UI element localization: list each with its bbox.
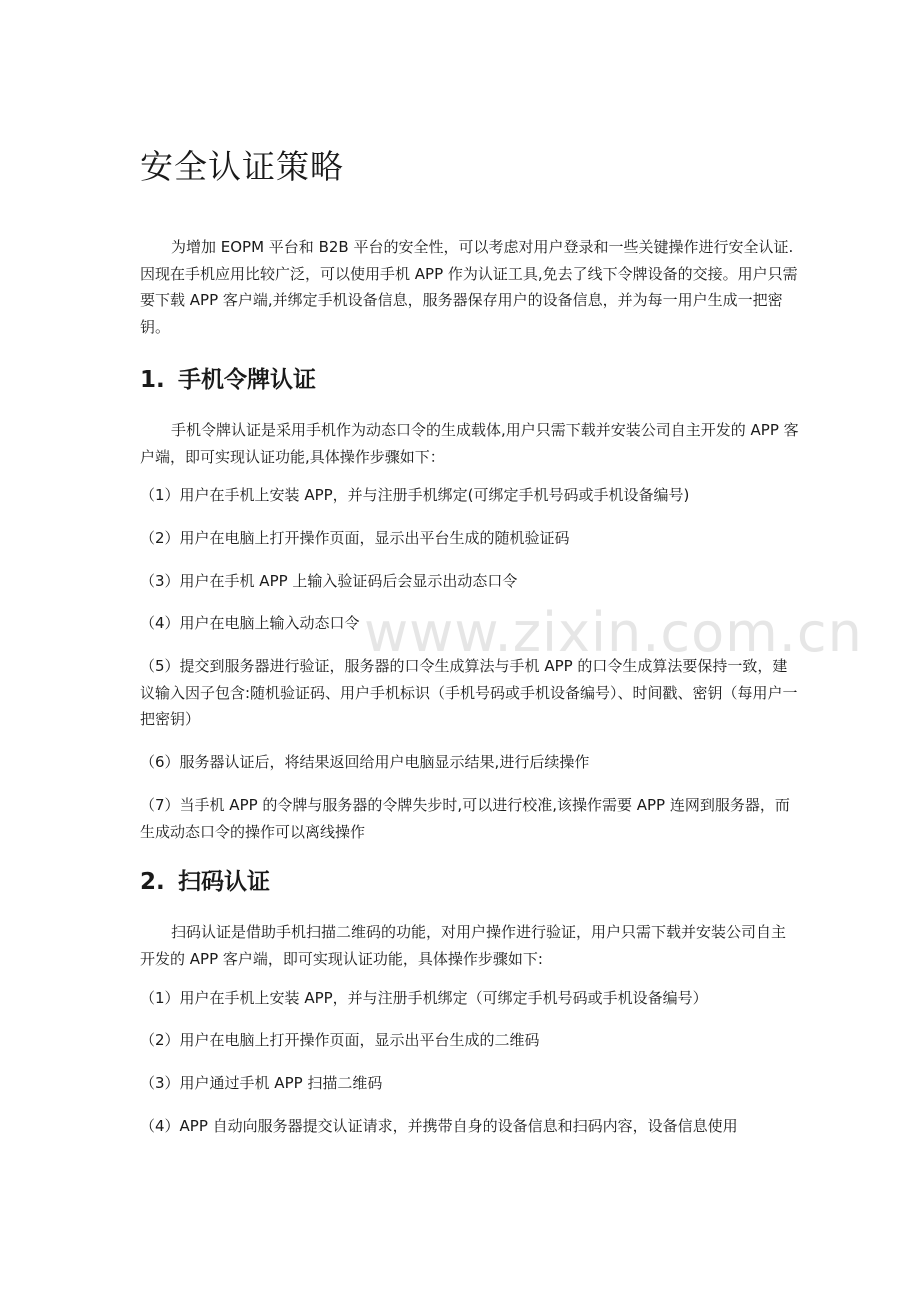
section-1-step-3: （3）用户在手机 APP 上输入验证码后会显示出动态口令 xyxy=(140,571,518,590)
section-2-intro: 扫码认证是借助手机扫描二维码的功能，对用户操作进行验证，用户只需下载并安装公司自主开发的 APP 客户端，即可实现认证功能，具体操作步骤如下: xyxy=(140,923,787,968)
section-1-intro: 手机令牌认证是采用手机作为动态口令的生成载体,用户只需下载并安装公司自主开发的 APP 客户端，即可实现认证功能,具体操作步骤如下： xyxy=(140,420,799,466)
watermark: www.zixin.com.cn xyxy=(364,601,863,664)
section-2-step-2: （2）用户在电脑上打开操作页面，显示出平台生成的二维码 xyxy=(140,1031,540,1050)
section-heading-2 xyxy=(140,863,800,901)
section-heading-1 xyxy=(140,361,800,399)
section-2-step-3: （3）用户通过手机 APP 扫描二维码 xyxy=(140,1074,383,1093)
section-1-step-7: （7）当手机 APP 的令牌与服务器的令牌失步时,可以进行校准,该操作需要 APP 连网到服务器，而生成动态口令的操作可以离线操作 xyxy=(140,795,790,841)
section-1-step-6: （6）服务器认证后，将结果返回给用户电脑显示结果,进行后续操作 xyxy=(140,753,590,772)
intro-paragraph: 为增加 EOPM 平台和 B2B 平台的安全性，可以考虑对用户登录和一些关键操作进行安全认证.因现在手机应用比较广泛，可以使用手机 APP 作为认证工具,免去了线下令牌设备的交接。用户只需要下载 APP 客户端,并绑定手机设备信息，服务器保存用户的设备信息，并为每一用户生成一把密钥。 xyxy=(140,238,798,337)
section-2-step-1: （1）用户在手机上安装 APP，并与注册手机绑定（可绑定手机号码或手机设备编号） xyxy=(140,988,708,1007)
section-1-step-1: （1）用户在手机上安装 APP，并与注册手机绑定(可绑定手机号码或手机设备编号) xyxy=(140,486,690,505)
section-number-1: 1. xyxy=(140,366,165,393)
section-title-1: 手机令牌认证 xyxy=(178,366,316,393)
section-title-2: 扫码认证 xyxy=(178,869,270,896)
section-1-step-5: （5）提交到服务器进行验证，服务器的口令生成算法与手机 APP 的口令生成算法要保持一致，建议输入因子包含:随机验证码、用户手机标识（手机号码或手机设备编号）、时间戳、密钥（每用户一把密钥） xyxy=(140,657,798,729)
section-2-step-4: （4）APP 自动向服务器提交认证请求，并携带自身的设备信息和扫码内容，设备信息使用 xyxy=(140,1116,738,1135)
section-1-step-4: （4）用户在电脑上输入动态口令 xyxy=(140,614,360,633)
document-content xyxy=(140,140,800,1155)
section-number-2: 2. xyxy=(140,869,165,896)
document-title: 安全认证策略 xyxy=(140,147,344,186)
section-1-step-2: （2）用户在电脑上打开操作页面，显示出平台生成的随机验证码 xyxy=(140,528,570,547)
